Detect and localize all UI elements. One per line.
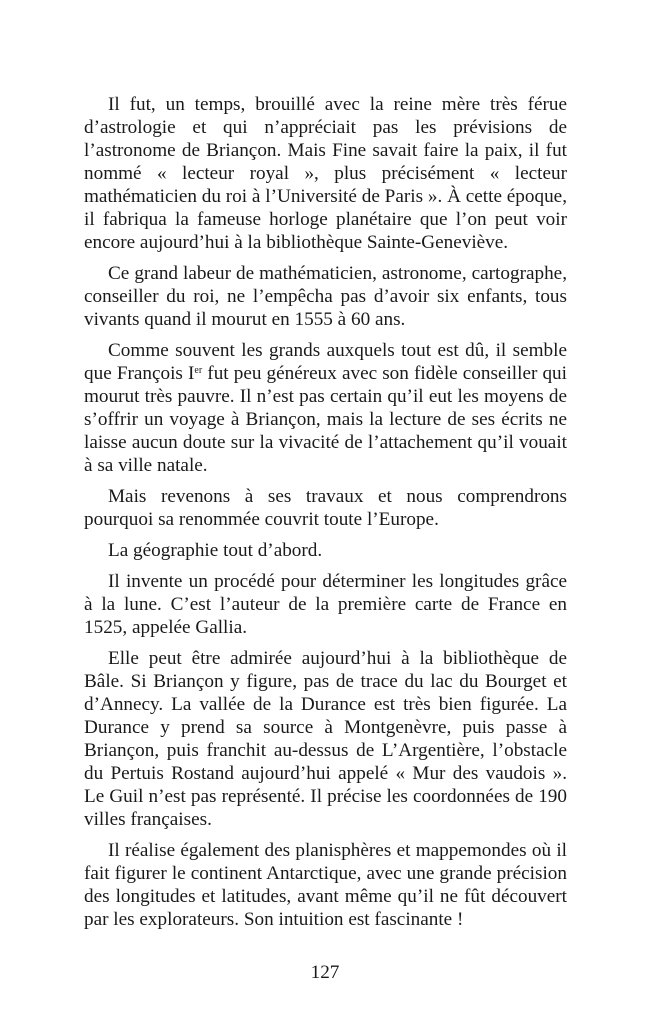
paragraph-7: Elle peut être admirée aujourd’hui à la bibliothèque de Bâle. Si Briançon y figure, pas de trace du lac du Bourget et d’Annecy. La vallée de la Durance est très bien figurée. La Durance y prend sa source à Montgenèvre, puis passe à Briançon, puis franchit au-dessus de L’Argentière, l’obstacle du Pertuis Rostand aujourd’hui appelé « Mur des vaudois ». Le Guil n’est pas représenté. Il précise les coordonnées de 190 villes françaises.	[84, 648, 567, 830]
paragraph-8: Il réalise également des planisphères et mappemondes où il fait figurer le continent Antarctique, avec une grande précision des longitudes et latitudes, avant même qu’il ne fût découvert par les explorateurs. Son intuition est fascinante !	[84, 840, 567, 930]
paragraph-6: Il invente un procédé pour déterminer les longitudes grâce à la lune. C’est l’auteur de la première carte de France en 1525, appelée Gallia.	[84, 571, 567, 638]
paragraph-1: Il fut, un temps, brouillé avec la reine mère très férue d’astrologie et qui n’appréciait pas les prévisions de l’astronome de Briançon. Mais Fine savait faire la paix, il fut nommé « lecteur royal », plus précisément « lecteur mathématicien du roi à l’Université de Paris ». À cette époque, il fabriqua la fameuse horloge planétaire que l’on peut voir encore aujourd’hui à la bibliothèque Sainte-Geneviève.	[84, 94, 567, 253]
page-body	[84, 93, 567, 939]
superscript-er: er	[194, 365, 203, 376]
paragraph-5: La géographie tout d’abord.	[108, 540, 323, 561]
paragraph-4: Mais revenons à ses travaux et nous comprendrons pourquoi sa renommée couvrit toute l’Europe.	[84, 486, 567, 530]
paragraph-3-start: Comme souvent les grands auxquels tout est dû, il semble que François I	[84, 340, 567, 384]
paragraph-3-end: fut peu généreux avec son fidèle conseiller qui mourut très pauvre. Il n’est pas certain qu’il eut les moyens de s’offrir un voyage à Briançon, mais la lecture de ses écrits ne laisse aucun doute sur la vivacité de l’attachement qu’il vouait à sa ville natale.	[84, 363, 567, 476]
page-number: 127	[310, 962, 340, 983]
paragraph-3	[84, 339, 567, 477]
paragraph-2: Ce grand labeur de mathématicien, astronome, cartographe, conseiller du roi, ne l’empêcha pas d’avoir six enfants, tous vivants quand il mourut en 1555 à 60 ans.	[84, 263, 567, 330]
